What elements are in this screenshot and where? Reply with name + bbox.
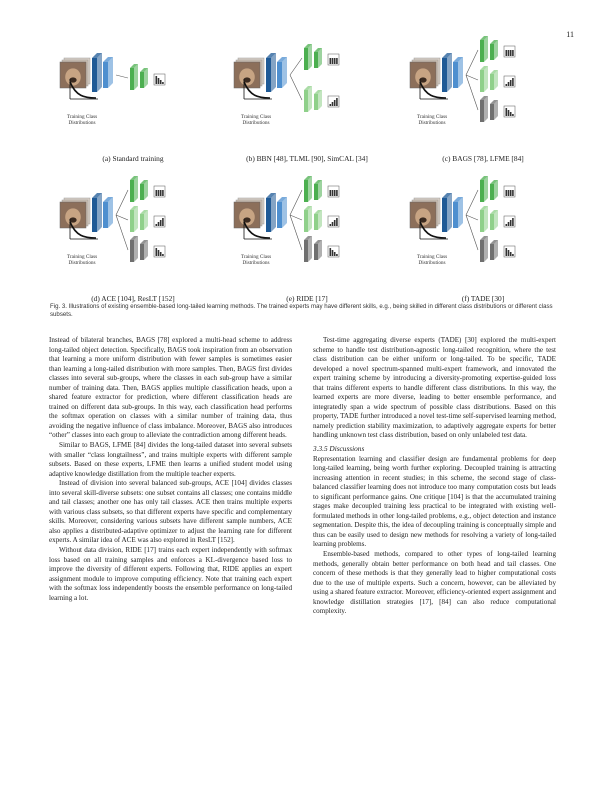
backbone-layer-icon <box>277 197 287 228</box>
paragraph-tade: Test-time aggregating diverse experts (TADE) [30] explored the multi-expert scheme to handle test distribution-agnostic long-tailed recognition, where the test class distribution can be either uniform or long-tailed. To be specific, TADE developed a novel spectrum-spanned multi-expert framework, and innovated the expert training scheme by introducing a diversity-promoting expertise-guided loss that trains different experts to handle different class distributions. In this way, the learned experts are more diverse, leading to better ensemble performance, and integratedly span a wide spectrum of possible class distributions. Based on this property, TADE further introduced a novel test-time self-supervised learning method, namely prediction stability maximization, to adaptively aggregate experts for better handling unknown test class distribution, based on only unlabeled test data. <box>313 336 556 440</box>
input-image-icon <box>234 198 264 228</box>
panel-caption: (a) Standard training <box>102 154 164 163</box>
expert-head-icon <box>140 180 148 200</box>
connector-line <box>290 58 302 75</box>
right-column <box>313 336 556 617</box>
expert-head-icon <box>490 210 498 230</box>
connector-line <box>466 50 478 75</box>
expert-head-icon <box>140 240 148 260</box>
expert-head-icon <box>140 210 148 230</box>
panel-diagram <box>48 180 218 285</box>
figure-panel-f <box>398 180 568 310</box>
connector-line <box>290 215 302 250</box>
figure-panel-c <box>398 40 568 170</box>
expert-output-chart-icon <box>504 246 515 257</box>
page-number: 11 <box>566 30 574 39</box>
expert-head-icon <box>130 206 138 232</box>
connector-line <box>290 215 302 220</box>
distribution-label: Training Class Distributions <box>66 114 98 126</box>
backbone-layer-icon <box>103 57 113 88</box>
distribution-label: Training Class Distributions <box>240 114 272 126</box>
section-heading-discussions: 3.3.5 Discussions <box>313 444 365 454</box>
expert-head-icon <box>314 48 322 68</box>
panel-diagram <box>48 40 218 145</box>
figure-panel-b <box>222 40 392 170</box>
backbone-layer-icon <box>442 193 452 232</box>
distribution-label: Training Class Distributions <box>66 254 98 266</box>
expert-head-icon <box>480 66 488 92</box>
expert-head-icon <box>314 240 322 260</box>
figure-panel-a <box>48 40 218 170</box>
paragraph-ace: Instead of division into several balanced sub-groups, ACE [104] divides classes into several skill-diverse subsets: one subset contains all classes; one contains middle and tail classes; another one has only tail classes. ACE then trains multiple experts with various class subsets, so that different experts have specific and complementary skills. Moreover, considering various subsets have different sample numbers, ACE also applies a distributed-adaptive optimizer to adjust the learning rate for different experts. A similar idea of ACE was also explored in ResLT [152]. <box>49 479 292 545</box>
expert-head-icon <box>314 90 322 110</box>
paragraph-bags: Instead of bilateral branches, BAGS [78] explored a multi-head scheme to address long-tailed object detection. Specifically, BAGS took inspiration from an observation that learning a more uniform distribution with fewer samples is sometimes easier than learning a long-tailed distribution with more samples. Then, BAGS first divides classes into several sub-groups, where the classes in each sub-group have a similar number of training data. Then, BAGS applies multiple classification heads, upon a shared feature extractor for prediction, where different classification heads are trained on different data sub-groups. In this way, each classification head performs the softmax operation on classes with a similar number of training data, thus avoiding the negative influence of class imbalance. Moreover, BAGS also introduces “other” classes into each group to alleviate the contradiction among different heads. <box>49 336 292 440</box>
connector-line <box>466 215 478 250</box>
expert-head-icon <box>130 236 138 262</box>
input-image-icon <box>60 58 90 88</box>
expert-output-chart-icon <box>328 246 339 257</box>
expert-output-chart-icon <box>154 74 165 85</box>
connector-line <box>466 215 478 220</box>
expert-head-icon <box>490 180 498 200</box>
expert-head-icon <box>304 176 312 202</box>
backbone-layer-icon <box>277 57 287 88</box>
expert-head-icon <box>480 206 488 232</box>
expert-head-icon <box>480 176 488 202</box>
connector-line <box>290 190 302 215</box>
expert-output-chart-icon <box>504 46 515 57</box>
connector-line <box>466 75 478 80</box>
connector-line <box>116 215 128 220</box>
paragraph-ride: Without data division, RIDE [17] trains each expert independently with softmax loss based on all training samples and enforces a KL-divergence based loss to improve the diversity of different experts. Following that, RIDE applies an expert assignment module to improve computing efficiency. Note that training each expert with the softmax loss independently boosts the ensemble performance on long-tailed learning a lot. <box>49 546 292 602</box>
expert-head-icon <box>130 176 138 202</box>
figure-panel-d <box>48 180 218 310</box>
panel-diagram <box>222 40 392 145</box>
figure-caption: Fig. 3. Illustrations of existing ensemble-based long-tailed learning methods. The trained experts may have different skills, e.g., being skilled in different class distributions or different class subsets. <box>50 303 553 318</box>
distribution-label: Training Class Distributions <box>416 114 448 126</box>
expert-head-icon <box>490 100 498 120</box>
distribution-label: Training Class Distributions <box>240 254 272 266</box>
connector-line <box>116 75 128 78</box>
input-image-icon <box>234 58 264 88</box>
expert-output-chart-icon <box>328 216 339 227</box>
panel-caption: (d) ACE [104], ResLT [152] <box>91 294 175 303</box>
backbone-layer-icon <box>92 53 102 92</box>
panel-caption: (f) TADE [30] <box>461 294 505 303</box>
expert-output-chart-icon <box>504 216 515 227</box>
expert-head-icon <box>490 70 498 90</box>
input-image-icon <box>410 58 440 88</box>
expert-head-icon <box>304 44 312 70</box>
input-image-icon <box>60 198 90 228</box>
panel-diagram <box>398 180 568 285</box>
backbone-layer-icon <box>453 197 463 228</box>
backbone-layer-icon <box>266 53 276 92</box>
expert-head-icon <box>140 68 148 88</box>
expert-output-chart-icon <box>154 246 165 257</box>
input-image-icon <box>410 198 440 228</box>
expert-output-chart-icon <box>328 96 339 107</box>
panel-diagram <box>398 40 568 145</box>
expert-head-icon <box>130 64 138 90</box>
expert-output-chart-icon <box>504 106 515 117</box>
figure-panel-e <box>222 180 392 310</box>
expert-head-icon <box>314 210 322 230</box>
connector-line <box>116 215 128 250</box>
backbone-layer-icon <box>92 193 102 232</box>
expert-output-chart-icon <box>504 76 515 87</box>
expert-output-chart-icon <box>154 186 165 197</box>
backbone-layer-icon <box>453 57 463 88</box>
connector-line <box>116 190 128 215</box>
expert-head-icon <box>304 206 312 232</box>
expert-output-chart-icon <box>504 186 515 197</box>
backbone-layer-icon <box>442 53 452 92</box>
distribution-label: Training Class Distributions <box>416 254 448 266</box>
expert-head-icon <box>480 36 488 62</box>
expert-output-chart-icon <box>328 186 339 197</box>
connector-line <box>466 190 478 215</box>
expert-head-icon <box>304 86 312 112</box>
panel-caption: (c) BAGS [78], LFME [84] <box>442 154 524 163</box>
paragraph-discussion-2: Ensemble-based methods, compared to other types of long-tailed learning methods, generally obtain better performance on both head and tail classes. One concern of these methods is that they generally lead to higher computational costs due to the use of multiple experts. Such a concern, however, can be alleviated by using a shared feature extractor. Moreover, efficiency-oriented expert assignment and knowledge distillation strategies [17], [84] can also reduce computational complexity. <box>313 550 556 616</box>
expert-head-icon <box>490 40 498 60</box>
expert-head-icon <box>304 236 312 262</box>
panel-caption: (e) RIDE [17] <box>286 294 328 303</box>
panel-diagram <box>222 180 392 285</box>
expert-head-icon <box>490 240 498 260</box>
expert-head-icon <box>480 236 488 262</box>
backbone-layer-icon <box>266 193 276 232</box>
left-column <box>49 336 292 603</box>
paragraph-lfme: Similar to BAGS, LFME [84] divides the long-tailed dataset into several subsets with smaller “class longtailness”, and trains multiple experts with different sample subsets. Based on these experts, LFME then learns a unified student model using adaptive knowledge distillation from the multiple teacher experts. <box>49 441 292 478</box>
expert-output-chart-icon <box>154 216 165 227</box>
connector-line <box>466 75 478 110</box>
expert-output-chart-icon <box>328 54 339 65</box>
paragraph-discussion-1: Representation learning and classifier design are fundamental problems for deep long-tailed learning, being worth further exploring. Decoupled training is attracting increasing attention in recent studies; in this scheme, the second stage of class-balanced classifier learning does not introduce too many computation costs but leads to significant performance gains. One critique [104] is that the accumulated training stages make decoupled training less practical to be integrated with existing well-formulated methods in other long-tailed problems, e.g., object detection and instance segmentation. Despite this, the idea of decoupling training is conceptually simple and thus can be easily used to design new methods for resolving a variety of long-tailed learning problems. <box>313 454 556 549</box>
expert-head-icon <box>480 96 488 122</box>
panel-caption: (b) BBN [48], TLML [90], SimCAL [34] <box>246 154 368 163</box>
expert-head-icon <box>314 180 322 200</box>
backbone-layer-icon <box>103 197 113 228</box>
connector-line <box>290 75 302 100</box>
